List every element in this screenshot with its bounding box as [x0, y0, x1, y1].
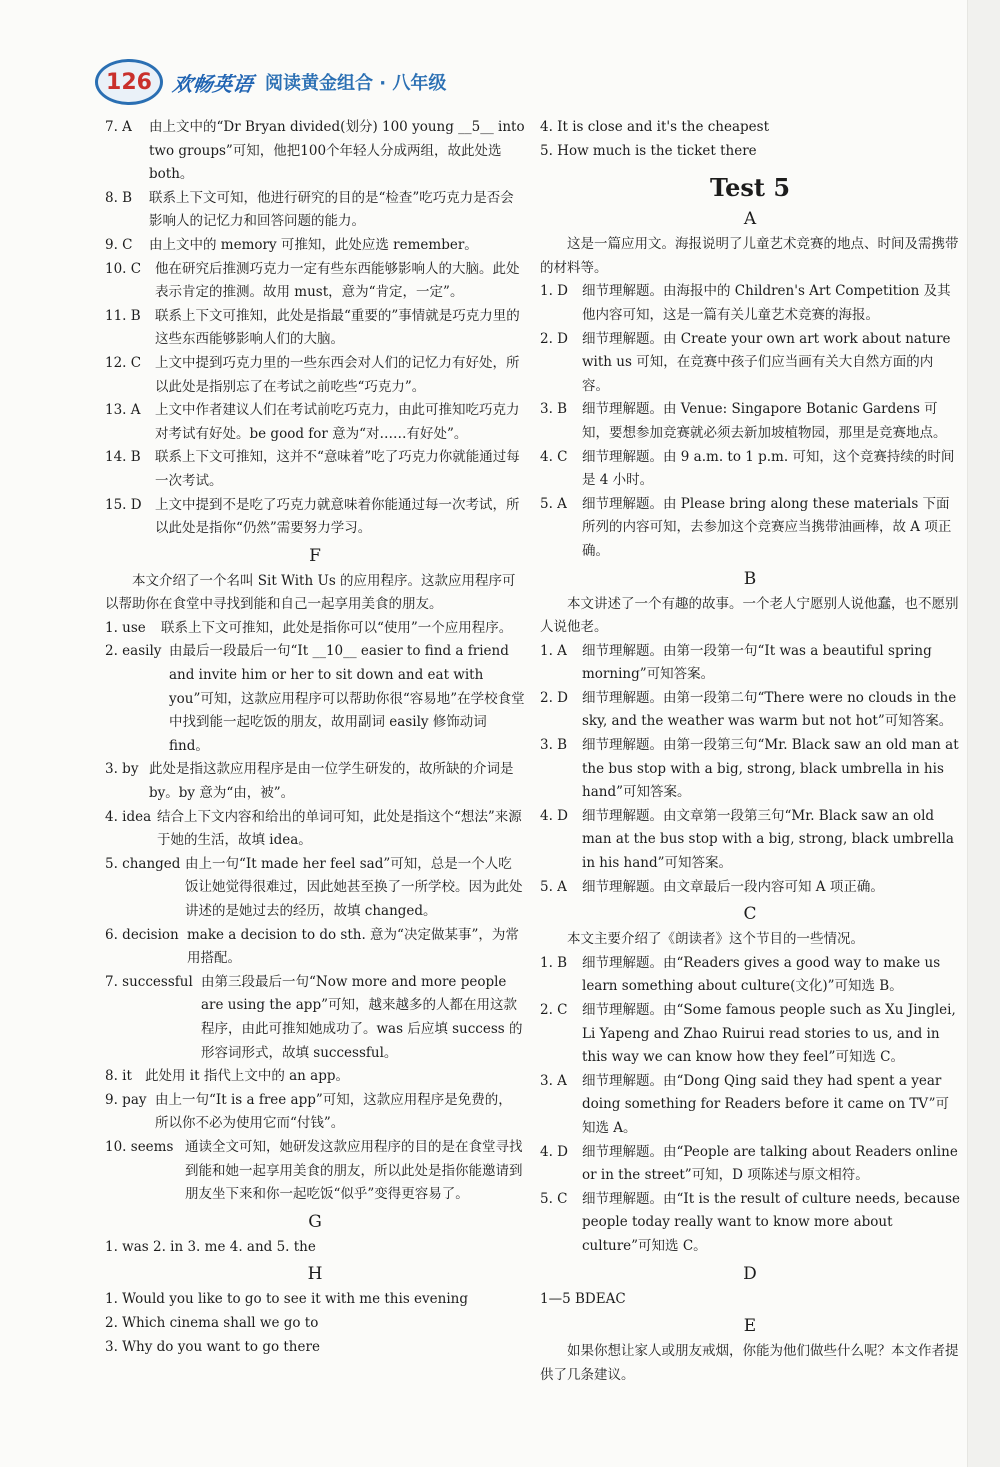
answer-item: 9. C 由上文中的 memory 可推知，此处应选 remember。	[105, 236, 478, 253]
section-heading-h: H	[307, 1264, 323, 1285]
h-line: 3. Why do you want to go there	[105, 1338, 320, 1355]
answer-item: 13. A 上文中作者建议人们在考试前吃巧克力，由此可推知吃巧克力对考试有好处。be good for 意为“对……有好处”。	[105, 402, 520, 442]
section-intro: 如果你想让家人或朋友戒烟，你能为他们做些什么呢？本文作者提供了几条建议。	[540, 1343, 959, 1383]
answer-item: 1. use 联系上下文可推知，此处是指你可以“使用”一个应用程序。	[105, 619, 513, 636]
test-title: Test 5	[709, 173, 791, 203]
answer-item: 6. decision make a decision to do sth. 意为“决定做某事”，为常用搭配。	[105, 926, 519, 967]
h-line: 5. How much is the ticket there	[540, 142, 757, 159]
page-edge	[967, 0, 1000, 1467]
answer-item: 5. A 细节理解题。由 Please bring along these materials 下面所列的内容可知，去参加这个竞赛应当携带油画棒，故 A 项正确。	[540, 495, 952, 559]
section-intro: 本文主要介绍了《朗读者》这个节目的一些情况。	[567, 931, 864, 948]
answer-item: 2. easily 由最后一段最后一句“It __10__ easier to find a friend and invite him or her to sit down and eat with you”可知，这款应用程序可以帮助你很“容易地”在学校食堂中找到能一起吃饭的朋友，故用副词 easily 修饰动词 find。	[105, 643, 525, 754]
g-answers: 1. was 2. in 3. me 4. and 5. the	[105, 1238, 316, 1255]
answer-item: 3. A 细节理解题。由“Dong Qing said they had spent a year doing something for Readers before it came on TV”可知选 A。	[540, 1072, 949, 1136]
answer-item: 14. B 联系上下文可推知，这并不“意味着”吃了巧克力你就能通过每一次考试。	[105, 449, 520, 489]
answer-item: 10. seems 通读全文可知，她研发这款应用程序的目的是在食堂寻找到能和她一起享用美食的朋友，所以此处是指你能邀请到朋友坐下来和你一起吃饭“似乎”变得更容易了。	[105, 1138, 523, 1203]
answer-item: 7. successful 由第三段最后一句“Now more and more people are using the app”可知，越来越多的人都在用这款程序，由此可推知她成功了。was 后应填 success 的形容词形式，故填 successful。	[105, 973, 523, 1061]
answer-item: 3. by 此处是指这款应用程序是由一位学生研发的，故所缺的介词是 by。by 意为“由，被”。	[105, 761, 514, 802]
section-intro: 本文介绍了一个名叫 Sit With Us 的应用程序。这款应用程序可以帮助你在食堂中寻找到能和自己一起享用美食的朋友。	[105, 572, 516, 613]
answer-item: 3. B 细节理解题。由 Venue: Singapore Botanic Gardens 可知，要想参加竞赛就必须去新加坡植物园，那里是竞赛地点。	[540, 401, 947, 441]
answer-item: 5. A 细节理解题。由文章最后一段内容可知 A 项正确。	[540, 878, 884, 895]
answer-item: 2. C 细节理解题。由“Some famous people such as Xu Jinglei, Li Yapeng and Zhao Ruirui read stories to us, and in this way we can know how they feel”可知选 C。	[540, 1002, 956, 1066]
answer-item: 5. C 细节理解题。由“It is the result of culture needs, because people today really want to know more about culture”可知选 C。	[540, 1190, 961, 1254]
h-line: 1. Would you like to go to see it with me this evening	[105, 1291, 468, 1308]
answer-item: 2. D 细节理解题。由 Create your own art work about nature with us 可知，在竞赛中孩子们应当画有关大自然方面的内容。	[540, 330, 951, 394]
h-line: 2. Which cinema shall we go to	[105, 1314, 319, 1331]
answer-item: 1. B 细节理解题。由“Readers gives a good way to make us learn something about culture(文化)”可知选 B。	[540, 954, 941, 995]
answer-item: 11. B 联系上下文可推知，此处是指最“重要的”事情就是巧克力里的这些东西能够影响人们的大脑。	[105, 307, 520, 348]
book-title: 阅读黄金组合 · 八年级	[265, 73, 447, 94]
section-intro: 这是一篇应用文。海报说明了儿童艺术竞赛的地点、时间及需携带的材料等。	[540, 236, 959, 276]
brand-logo: 欢畅英语	[171, 71, 255, 96]
h-line: 4. It is close and it's the cheapest	[540, 119, 769, 135]
left-column	[105, 116, 525, 1359]
section-heading-d: D	[743, 1263, 757, 1284]
answer-item: 3. B 细节理解题。由第一段第三句“Mr. Black saw an old man at the bus stop with a big, strong, black umbrella in his hand”可知答案。	[540, 737, 959, 801]
answer-item: 10. C 他在研究后推测巧克力一定有些东西能够影响人的大脑。此处表示肯定的推测。故用 must，意为“肯定，一定”。	[105, 260, 520, 301]
section-heading-e: E	[743, 1316, 757, 1337]
section-heading-c: C	[743, 904, 757, 925]
answer-item: 9. pay 由上一句“It is a free app”可知，这款应用程序是免费的，所以你不必为使用它而“付钱”。	[105, 1091, 512, 1132]
answer-item: 4. D 细节理解题。由文章第一段第三句“Mr. Black saw an old man at the bus stop with a big, strong, black umbrella in his hand”可知答案。	[540, 807, 954, 872]
answer-item: 8. B 联系上下文可知，他进行研究的目的是“检查”吃巧克力是否会影响人的记忆力和回答问题的能力。	[105, 189, 514, 230]
section-intro: 本文讲述了一个有趣的故事。一个老人宁愿别人说他蠢，也不愿别人说他老。	[540, 595, 959, 636]
page-header	[95, 60, 515, 104]
answer-item: 15. D 上文中提到不是吃了巧克力就意味着你能通过每一次考试，所以此处是指你“仍然”需要努力学习。	[105, 496, 520, 537]
section-heading-b: B	[743, 568, 757, 589]
answer-item: 4. D 细节理解题。由“People are talking about Readers online or in the street”可知，D 项陈述与原文相符。	[540, 1143, 958, 1184]
section-heading-f: F	[309, 545, 321, 566]
answer-item: 5. changed 由上一句“It made her feel sad”可知，总是一个人吃饭让她觉得很难过，因此她甚至换了一所学校。因为此处讲述的是她过去的经历，故填 changed。	[105, 855, 523, 919]
d-answers: 1—5 BDEAC	[540, 1290, 626, 1307]
page-number: 126	[95, 59, 163, 105]
right-column	[540, 116, 960, 1387]
answer-item: 1. D 细节理解题。由海报中的 Children's Art Competition 及其他内容可知，这是一篇有关儿童艺术竞赛的海报。	[540, 283, 951, 323]
answer-item: 4. C 细节理解题。由 9 a.m. to 1 p.m. 可知，这个竞赛持续的时间是 4 小时。	[540, 448, 955, 489]
answer-item: 1. A 细节理解题。由第一段第一句“It was a beautiful spring morning”可知答案。	[540, 642, 932, 683]
answer-item: 7. A 由上文中的“Dr Bryan divided(划分) 100 young __5__ into two groups”可知，他把100个年轻人分成两组，故此处选both。	[105, 119, 525, 183]
answer-item: 4. idea 结合上下文内容和给出的单词可知，此处是指这个“想法”来源于她的生活，故填 idea。	[105, 808, 522, 849]
answer-item: 8. it 此处用 it 指代上文中的 an app。	[105, 1068, 349, 1085]
answer-item: 12. C 上文中提到巧克力里的一些东西会对人们的记忆力有好处，所以此处是指别忘了在考试之前吃些“巧克力”。	[105, 354, 520, 395]
section-heading-a: A	[743, 209, 757, 230]
answer-item: 2. D 细节理解题。由第一段第二句“There were no clouds in the sky, and the weather was warm but not hot”可知答案。	[540, 689, 957, 730]
section-heading-g: G	[308, 1211, 322, 1232]
